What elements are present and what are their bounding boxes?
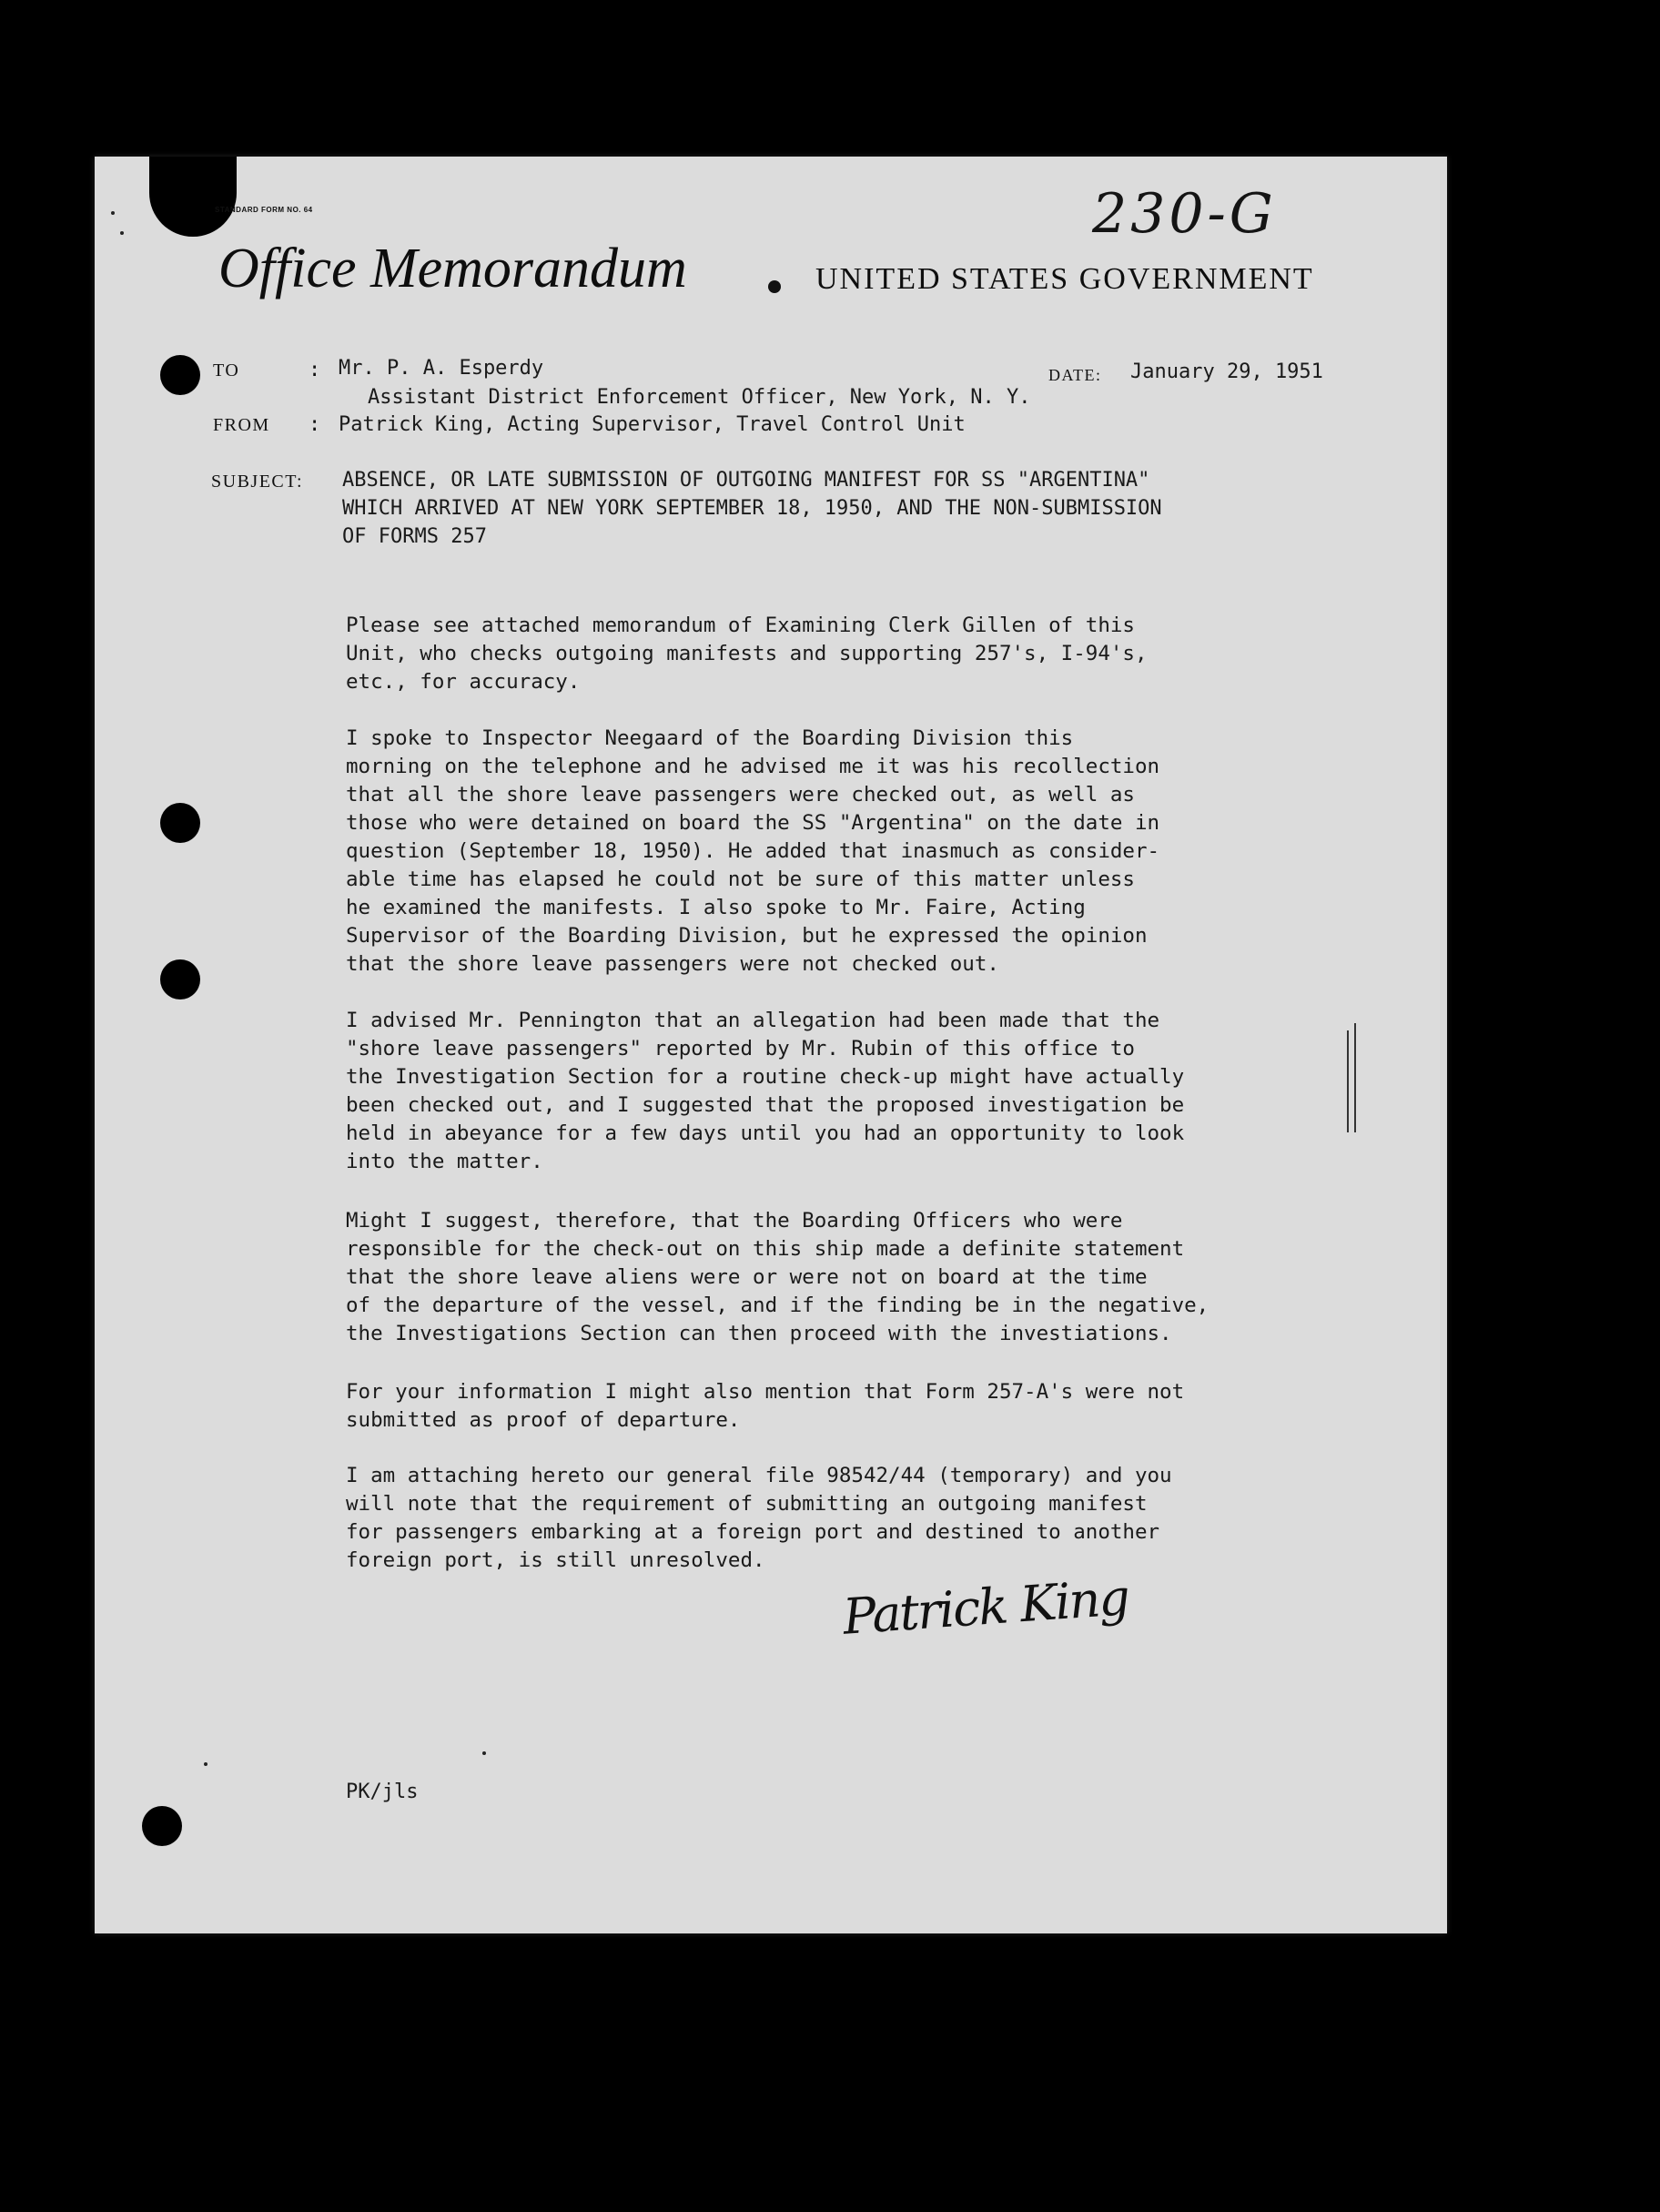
subject-text: ABSENCE, OR LATE SUBMISSION OF OUTGOING MANIFEST FOR SS "ARGENTINA" WHICH ARRIVED AT NEW YORK SEPTEMBER 18, 1950, AND THE NON-SUBMISSION OF FORMS 257 bbox=[342, 469, 1162, 548]
title-bullet bbox=[768, 280, 781, 293]
paragraph-6: I am attaching hereto our general file 98542/44 (temporary) and you will note that the requirement of submitting an outgoing manifest for passengers embarking at a foreign port and destined to another foreign port, is still unresolved. bbox=[346, 1464, 1172, 1572]
paragraph-2: I spoke to Inspector Neegaard of the Boarding Division this morning on the telephone and he advised me it was his recollection that all the shore leave passengers were checked out, as well as those who were detained on board the SS "Argentina" on the date in question (September 18, 1950). He added that inasmuch as consider- able time has elapsed he could not be sure of this matter unless he examined the manifests. I also spoke to Mr. Faire, Acting Supervisor of the Boarding Division, but he expressed the opinion that the shore leave passengers were not checked out. bbox=[346, 726, 1160, 976]
to-title: Assistant District Enforcement Officer, New York, N. Y. bbox=[368, 386, 1031, 409]
to-label: TO bbox=[213, 360, 240, 381]
margin-mark bbox=[1354, 1023, 1356, 1132]
punch-notch bbox=[149, 157, 237, 237]
handwritten-reference: 230-G bbox=[1092, 182, 1277, 246]
memo-date: January 29, 1951 bbox=[1130, 360, 1323, 383]
speck bbox=[111, 211, 115, 215]
form-number: STANDARD FORM NO. 64 bbox=[215, 206, 313, 214]
date-label: DATE: bbox=[1048, 366, 1102, 384]
typist-initials: PK/jls bbox=[346, 1781, 419, 1803]
subject-label: SUBJECT: bbox=[211, 472, 304, 492]
punch-hole bbox=[160, 803, 200, 843]
to-name: Mr. P. A. Esperdy bbox=[339, 357, 544, 380]
speck bbox=[482, 1751, 486, 1755]
punch-hole bbox=[160, 355, 200, 395]
colon: : bbox=[309, 413, 321, 436]
colon: : bbox=[309, 359, 321, 381]
speck bbox=[204, 1762, 208, 1766]
from-line: Patrick King, Acting Supervisor, Travel Control Unit bbox=[339, 413, 966, 436]
speck bbox=[120, 231, 124, 235]
paragraph-1: Please see attached memorandum of Examining Clerk Gillen of this Unit, who checks outgoing manifests and supporting 257's, I-94's, etc., for accuracy. bbox=[346, 614, 1148, 694]
paragraph-4: Might I suggest, therefore, that the Boarding Officers who were responsible for the check-out on this ship made a definite statement that the shore leave aliens were or were not on board at the time of the departure of the vessel, and if the finding be in the negative, the Investigations Section can then proceed with the investiations. bbox=[346, 1209, 1210, 1345]
memo-title: Office Memorandum bbox=[218, 238, 687, 299]
signature: Patrick King bbox=[841, 1568, 1130, 1646]
memo-page bbox=[95, 157, 1447, 1933]
from-label: FROM bbox=[213, 415, 270, 435]
punch-hole bbox=[160, 959, 200, 999]
government-heading: UNITED STATES GOVERNMENT bbox=[815, 262, 1314, 296]
paragraph-3: I advised Mr. Pennington that an allegation had been made that the "shore leave passengers" reported by Mr. Rubin of this office to the Investigation Section for a routine check-up might have actually been checked out, and I suggested that the proposed investigation be held in abeyance for a few days until you had an opportunity to look into the matter. bbox=[346, 1009, 1185, 1173]
margin-mark bbox=[1347, 1030, 1349, 1132]
punch-hole bbox=[142, 1806, 182, 1846]
paragraph-5: For your information I might also mention that Form 257-A's were not submitted as proof of departure. bbox=[346, 1380, 1185, 1432]
